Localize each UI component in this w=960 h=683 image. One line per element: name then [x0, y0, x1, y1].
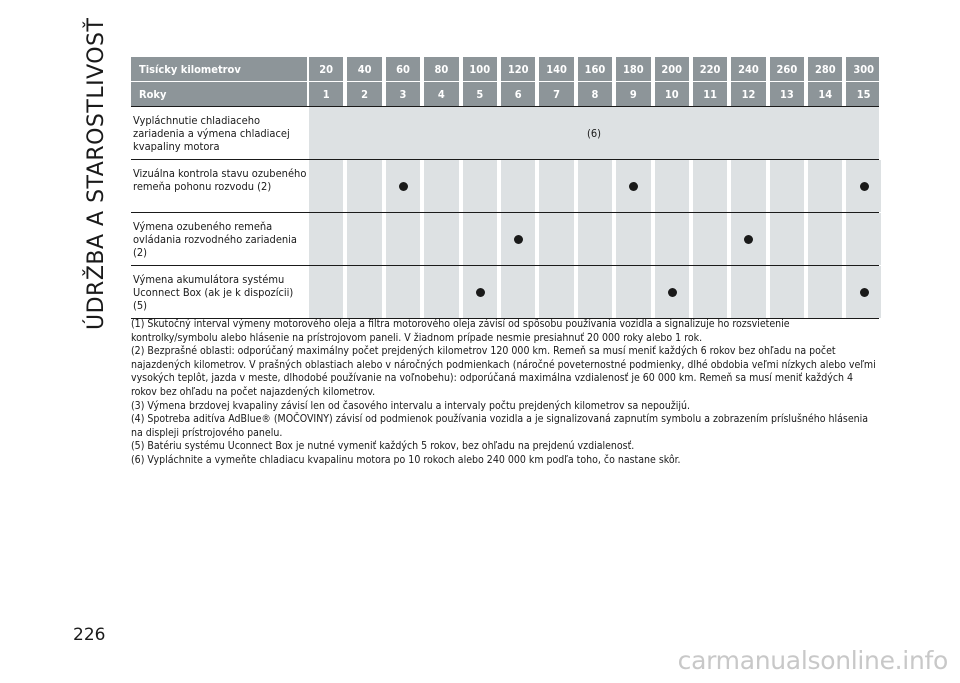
- footnote: (3) Výmena brzdovej kvapaliny závisí len od časového intervalu a intervaly počtu prejdených kilometrov sa nepoužijú.: [131, 399, 691, 412]
- header-year-5: 5: [461, 82, 499, 106]
- service-dot-icon: [514, 235, 523, 244]
- interval-cell: [576, 266, 614, 318]
- interval-cell: [844, 160, 882, 212]
- header-year-6: 6: [499, 82, 537, 106]
- header-year-2: 2: [345, 82, 383, 106]
- row-label: Vypláchnutie chladiaceho zariadenia a výmena chladiacej kvapaliny motora: [133, 114, 290, 153]
- header-km-10: 200: [653, 57, 691, 81]
- interval-cell: [768, 160, 806, 212]
- interval-cell: [806, 160, 844, 212]
- header-km-11: 220: [691, 57, 729, 81]
- interval-cell: [576, 160, 614, 212]
- interval-cell: [422, 266, 460, 318]
- header-year-9: 9: [614, 82, 652, 106]
- interval-cell: [691, 160, 729, 212]
- header-row-km: [131, 57, 879, 81]
- table-row: [131, 212, 879, 265]
- header-years-cells: [307, 82, 883, 106]
- interval-cell: [537, 160, 575, 212]
- interval-cell: [345, 160, 383, 212]
- interval-cell: [384, 213, 422, 265]
- footnote: (2) Bezprašné oblasti: odporúčaný maximálny počet prejdených kilometrov 120 000 km. Remeň sa musí meniť každých 6 rokov bez ohľadu na počet najazdených kilometrov. V prašných oblastiach alebo v náročných podmienkach (náročné poveternostné podmienky, dlhé obdobia veľmi nízkych alebo veľmi vysokých teplôt, jazda v meste, dlhodobé používanie na voľnobehu): odporúčaná maximálna vzdialenosť je 60 000 km. Remeň sa musí meniť každých 4 rokov bez ohľadu na počet najazdených kilometrov.: [131, 345, 876, 398]
- maintenance-table: [131, 57, 879, 319]
- interval-cell: [729, 160, 767, 212]
- footnote: (1) Skutočný interval výmeny motorového oleja a filtra motorového oleja závisí od spôsobu používania vozidla a signalizuje ho rozsvietenie kontrolky/symbolu alebo hlásenie na prístrojovom paneli. V žiadnom prípade nesmie presiahnuť 20 000 roky alebo 1 rok.: [131, 318, 790, 344]
- header-km-3: 60: [384, 57, 422, 81]
- watermark: carmanualsonline.info: [677, 646, 948, 675]
- interval-cell: [537, 266, 575, 318]
- header-km-14: 280: [806, 57, 844, 81]
- interval-cell: [806, 266, 844, 318]
- interval-cell: [461, 160, 499, 212]
- interval-cell: [307, 160, 345, 212]
- section-title: ÚDRŽBA A STAROSTLIVOSŤ: [84, 17, 109, 330]
- interval-cell: [691, 266, 729, 318]
- service-dot-icon: [668, 288, 677, 297]
- interval-cell: [844, 266, 882, 318]
- header-km-6: 120: [499, 57, 537, 81]
- header-year-1: 1: [307, 82, 345, 106]
- header-km-15: 300: [844, 57, 882, 81]
- interval-cell: [461, 266, 499, 318]
- service-dot-icon: [629, 182, 638, 191]
- service-dot-icon: [476, 288, 485, 297]
- header-km-12: 240: [729, 57, 767, 81]
- header-km-13: 260: [768, 57, 806, 81]
- service-dot-icon: [399, 182, 408, 191]
- interval-cell: [499, 213, 537, 265]
- header-km-5: 100: [461, 57, 499, 81]
- footnote: (4) Spotreba aditíva AdBlue® (MOČOVINY) závisí od podmienok používania vozidla a je signalizovaná zapnutím symbolu a zobrazením príslušného hlásenia na displeji prístrojového panelu.: [131, 413, 869, 439]
- header-year-8: 8: [576, 82, 614, 106]
- header-year-10: 10: [653, 82, 691, 106]
- header-year-15: 15: [844, 82, 882, 106]
- header-year-7: 7: [537, 82, 575, 106]
- header-km-8: 160: [576, 57, 614, 81]
- interval-cell: [653, 160, 691, 212]
- interval-cell: [614, 213, 652, 265]
- row-label: Výmena ozubeného remeňa ovládania rozvodného zariadenia (2): [133, 220, 297, 259]
- interval-cell: [691, 213, 729, 265]
- header-row-years: [131, 82, 879, 106]
- interval-cell: [384, 160, 422, 212]
- table-row: [131, 159, 879, 212]
- service-dot-icon: [860, 182, 869, 191]
- header-km-9: 180: [614, 57, 652, 81]
- footnote: (5) Batériu systému Uconnect Box je nutné vymeniť každých 5 rokov, bez ohľadu na prejdenú vzdialenosť.: [131, 440, 635, 453]
- header-year-11: 11: [691, 82, 729, 106]
- footnote: (6) Vypláchnite a vymeňte chladiacu kvapalinu motora po 10 rokoch alebo 240 000 km podľa toho, čo nastane skôr.: [131, 453, 681, 466]
- header-km-cells: [307, 57, 883, 81]
- interval-cell: [422, 213, 460, 265]
- interval-cell: [307, 266, 345, 318]
- interval-cell: [537, 213, 575, 265]
- interval-cell: [768, 213, 806, 265]
- interval-cell: [614, 266, 652, 318]
- interval-cell: [499, 266, 537, 318]
- interval-cell: [345, 266, 383, 318]
- header-year-3: 3: [384, 82, 422, 106]
- header-km-2: 40: [345, 57, 383, 81]
- interval-cell: [461, 213, 499, 265]
- header-years-label: Roky: [139, 88, 167, 101]
- interval-cell: [614, 160, 652, 212]
- interval-cell: [576, 213, 614, 265]
- header-km-7: 140: [537, 57, 575, 81]
- header-km-label: Tisícky kilometrov: [139, 63, 241, 76]
- header-km-1: 20: [307, 57, 345, 81]
- interval-cell: [844, 213, 882, 265]
- interval-cell: [729, 266, 767, 318]
- interval-cell: [307, 213, 345, 265]
- interval-cell: [499, 160, 537, 212]
- row-label: Vizuálna kontrola stavu ozubeného remeňa pohonu rozvodu (2): [133, 167, 307, 193]
- interval-cell: [653, 266, 691, 318]
- page-number: 226: [73, 625, 106, 645]
- interval-cell: [384, 266, 422, 318]
- interval-cell: [653, 213, 691, 265]
- interval-cell: [806, 213, 844, 265]
- header-year-13: 13: [768, 82, 806, 106]
- header-year-4: 4: [422, 82, 460, 106]
- interval-cell: [729, 213, 767, 265]
- service-dot-icon: [860, 288, 869, 297]
- interval-cell: [345, 213, 383, 265]
- header-year-12: 12: [729, 82, 767, 106]
- service-dot-icon: [744, 235, 753, 244]
- table-row: [131, 265, 879, 318]
- header-year-14: 14: [806, 82, 844, 106]
- footnotes: [131, 318, 879, 468]
- header-km-4: 80: [422, 57, 460, 81]
- row-label: Výmena akumulátora systému Uconnect Box (ak je k dispozícii) (5): [133, 273, 294, 312]
- interval-cell: [422, 160, 460, 212]
- table-row: [131, 106, 879, 159]
- interval-cell: [768, 266, 806, 318]
- table-body: [131, 106, 879, 318]
- merged-interval-cell: (6): [309, 107, 879, 159]
